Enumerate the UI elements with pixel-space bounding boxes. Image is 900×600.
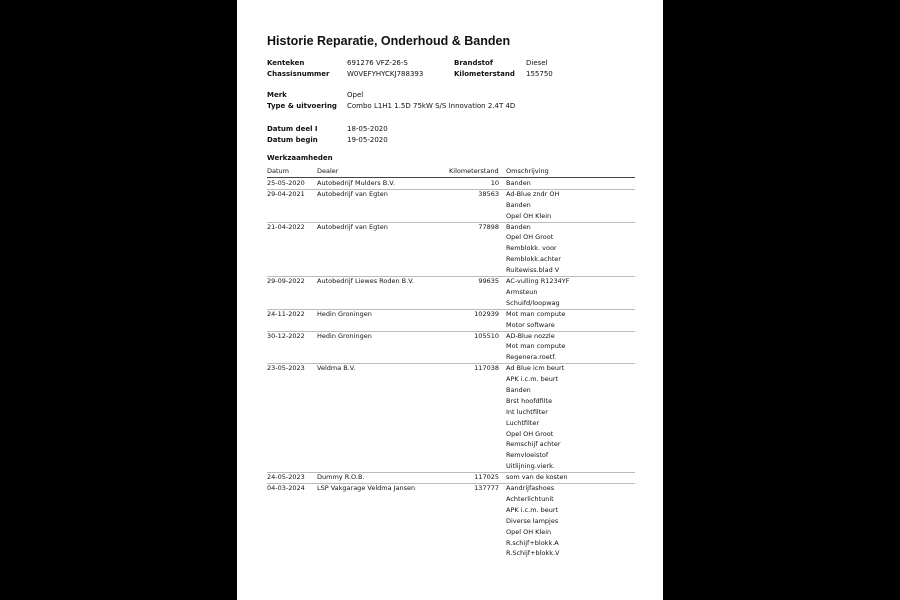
type-label: Type & uitvoering bbox=[267, 102, 337, 110]
row-date: 24-05-2023 bbox=[267, 473, 305, 482]
column-header-desc: Omschrijving bbox=[506, 167, 549, 175]
row-description bbox=[506, 189, 559, 222]
werkzaamheden-heading: Werkzaamheden bbox=[267, 154, 333, 162]
kilometerstand-value: 155750 bbox=[526, 70, 553, 78]
description-line: Ruitewiss.blad V bbox=[506, 266, 560, 275]
row-date: 24-11-2022 bbox=[267, 309, 305, 318]
table-row bbox=[237, 363, 663, 472]
row-kilometerstand: 102939 bbox=[474, 309, 499, 318]
table-row bbox=[237, 189, 663, 222]
table-row bbox=[237, 309, 663, 331]
row-dealer: Hedin Groningen bbox=[317, 309, 372, 318]
description-line: R.schijf+blokk.A bbox=[506, 538, 559, 547]
description-line: Ad Blue icm beurt bbox=[506, 364, 565, 373]
description-line: Regenera.roetf. bbox=[506, 353, 557, 362]
row-dealer: Dummy R.O.B. bbox=[317, 473, 365, 482]
description-line: Schuifd/loopwag bbox=[506, 298, 560, 307]
row-date: 29-09-2022 bbox=[267, 277, 305, 286]
row-dealer: Hedin Groningen bbox=[317, 331, 372, 340]
description-line: Remblokk.achter bbox=[506, 255, 561, 264]
table-row bbox=[237, 222, 663, 277]
column-header-dealer: Dealer bbox=[317, 167, 339, 175]
description-line: Remvloeistof bbox=[506, 451, 549, 460]
row-kilometerstand: 117038 bbox=[474, 364, 499, 373]
description-line: Uitlijning.vierk. bbox=[506, 462, 555, 471]
description-line: Achterlichtunit bbox=[506, 495, 554, 504]
row-kilometerstand: 99635 bbox=[478, 277, 499, 286]
description-line: Armsteun bbox=[506, 287, 538, 296]
description-line: Opel OH Klein bbox=[506, 211, 552, 220]
datum-begin-label: Datum begin bbox=[267, 136, 318, 144]
description-line: APK i.c.m. beurt bbox=[506, 505, 559, 514]
row-description bbox=[506, 222, 561, 276]
description-line: APK i.c.m. beurt bbox=[506, 375, 559, 384]
merk-label: Merk bbox=[267, 91, 287, 99]
description-line: Banden bbox=[506, 200, 531, 209]
row-dealer: LSP Vakgarage Veldma Jansen bbox=[317, 484, 416, 493]
datum-deel-label: Datum deel I bbox=[267, 125, 318, 133]
description-line: Mot man compute bbox=[506, 342, 566, 351]
description-line: Int luchtfilter bbox=[506, 407, 548, 416]
row-kilometerstand: 38563 bbox=[478, 189, 499, 198]
table-row bbox=[237, 276, 663, 309]
description-line: Banden bbox=[506, 179, 531, 187]
description-line: AC-vulling R1234YF bbox=[506, 277, 570, 286]
row-dealer: Veldma B.V. bbox=[317, 364, 356, 373]
column-header-km: Kilometerstand bbox=[449, 167, 499, 175]
merk-value: Opel bbox=[347, 91, 364, 99]
description-line: R.Schijf+blokk.V bbox=[506, 549, 560, 558]
row-dealer: Autobedrijf Mulders B.V. bbox=[317, 179, 395, 187]
document-page bbox=[237, 0, 663, 600]
datum-deel-value: 18-05-2020 bbox=[347, 125, 388, 133]
row-description bbox=[506, 363, 564, 472]
row-description bbox=[506, 309, 565, 331]
row-description bbox=[506, 276, 570, 309]
description-line: Mot man compute bbox=[506, 309, 566, 318]
description-line: Diverse lampjes bbox=[506, 516, 559, 525]
description-line: Luchtfilter bbox=[506, 418, 539, 427]
row-date: 04-03-2024 bbox=[267, 484, 305, 493]
table-header bbox=[237, 167, 663, 177]
chassis-value: W0VEFYHYCKJ788393 bbox=[347, 70, 424, 78]
kenteken-value: 691276 VFZ-26-S bbox=[347, 59, 408, 67]
description-line: Opel OH Klein bbox=[506, 527, 552, 536]
description-line: Ad-Blue zndr OH bbox=[506, 189, 560, 198]
table-row bbox=[237, 331, 663, 364]
row-kilometerstand: 10 bbox=[490, 179, 499, 187]
description-line: Remblokk. voor bbox=[506, 244, 557, 253]
description-line: Motor software bbox=[506, 320, 555, 329]
row-date: 21-04-2022 bbox=[267, 222, 305, 231]
row-dealer: Autobedrijf Liewes Roden B.V. bbox=[317, 277, 414, 286]
description-line: Opel OH Groot bbox=[506, 429, 554, 438]
row-date: 30-12-2022 bbox=[267, 331, 305, 340]
row-date: 29-04-2021 bbox=[267, 189, 305, 198]
row-description bbox=[506, 178, 531, 189]
row-kilometerstand: 77898 bbox=[478, 222, 499, 231]
row-kilometerstand: 105510 bbox=[474, 331, 499, 340]
row-kilometerstand: 137777 bbox=[474, 484, 499, 493]
row-dealer: Autobedrijf van Egten bbox=[317, 189, 388, 198]
chassis-label: Chassisnummer bbox=[267, 70, 330, 78]
row-date: 25-05-2020 bbox=[267, 179, 305, 187]
description-line: Remschijf achter bbox=[506, 440, 561, 449]
type-value: Combo L1H1 1.5D 75kW S/S Innovation 2.4T 4D bbox=[347, 102, 516, 110]
row-description bbox=[506, 483, 559, 559]
row-date: 23-05-2023 bbox=[267, 364, 305, 373]
kilometerstand-label: Kilometerstand bbox=[454, 70, 515, 78]
work-table-body bbox=[237, 178, 663, 559]
brandstof-label: Brandstof bbox=[454, 59, 493, 67]
row-description bbox=[506, 472, 568, 483]
row-kilometerstand: 117025 bbox=[474, 473, 499, 482]
table-row bbox=[237, 178, 663, 189]
table-row bbox=[237, 483, 663, 559]
column-header-date: Datum bbox=[267, 167, 289, 175]
document-title: Historie Reparatie, Onderhoud & Banden bbox=[267, 34, 511, 48]
kenteken-label: Kenteken bbox=[267, 59, 305, 67]
row-dealer: Autobedrijf van Egten bbox=[317, 222, 388, 231]
description-line: Banden bbox=[506, 222, 531, 231]
description-line: Banden bbox=[506, 386, 531, 395]
description-line: Brst hoofdfilte bbox=[506, 396, 553, 405]
description-line: Opel OH Groot bbox=[506, 233, 554, 242]
row-description bbox=[506, 331, 565, 364]
table-row bbox=[237, 472, 663, 483]
description-line: som van de kosten bbox=[506, 473, 568, 482]
datum-begin-value: 19-05-2020 bbox=[347, 136, 388, 144]
description-line: Aandrijfashoes bbox=[506, 484, 555, 493]
brandstof-value: Diesel bbox=[526, 59, 548, 67]
description-line: AD-Blue nozzle bbox=[506, 331, 555, 340]
